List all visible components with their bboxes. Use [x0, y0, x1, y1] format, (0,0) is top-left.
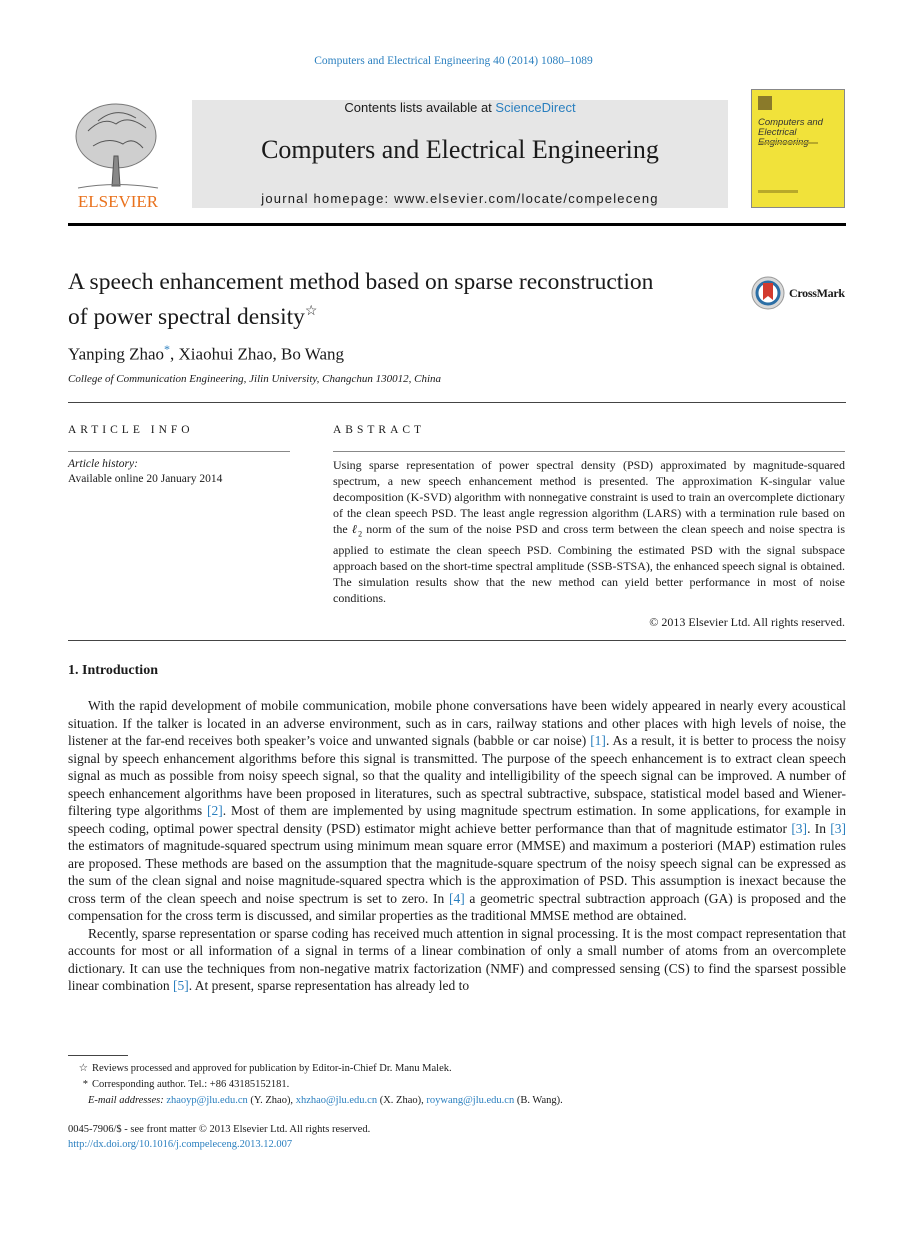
- footnote-1-mark: ☆: [78, 1063, 88, 1074]
- text-run: (Y. Zhao),: [247, 1095, 296, 1106]
- contents-prefix: Contents lists available at: [344, 100, 496, 115]
- article-title: [68, 268, 738, 332]
- author-list: [68, 342, 344, 365]
- footnote-2-text: Corresponding author. Tel.: +86 43185152181.: [92, 1079, 290, 1090]
- text-run: (B. Wang).: [514, 1095, 563, 1106]
- footnote-1: [68, 1061, 846, 1077]
- email-label: E-mail addresses:: [88, 1095, 167, 1106]
- text-run: a geometric spectral subtraction approach (GA) is proposed and the compensation for the cross term is discussed, and similar properties as the traditional MMSE method are obtained.: [68, 890, 846, 923]
- citation-link-5[interactable]: [5]: [172, 978, 189, 993]
- footnote-rule: [68, 1055, 128, 1056]
- homepage-url[interactable]: www.elsevier.com/locate/compeleceng: [394, 191, 659, 206]
- abstract-part1: Using sparse representation of power spectral density (PSD) approximated by magnitude-squared spectrum, a new speech enhancement method is presented. The approximation K-singular value decomposition (K-SVD) algorithm with nonnegative constraint is used to train an overcomplete dictionary of the clean speech PSD. The least angle regression algorithm (LARS) with a termination rule based on the: [333, 458, 845, 536]
- author-3: Bo Wang: [280, 344, 344, 364]
- author-separator: ,: [272, 344, 281, 364]
- cover-footer-bar: [758, 190, 798, 193]
- text-run: . At present, sparse representation has already led to: [188, 978, 470, 993]
- citation-link-4[interactable]: [4]: [448, 890, 465, 906]
- email-link-2[interactable]: xhzhao@jlu.edu.cn: [295, 1095, 378, 1106]
- citation-link-3b[interactable]: [3]: [830, 820, 847, 836]
- cover-logo-icon: [758, 96, 772, 110]
- article-title-line1: A speech enhancement method based on sparse reconstruction: [68, 269, 654, 295]
- text-run: (X. Zhao),: [377, 1095, 427, 1106]
- issn-line: 0045-7906/$ - see front matter © 2013 Elsevier Ltd. All rights reserved.: [68, 1124, 371, 1135]
- text-run: . Most of them are implemented by using magnitude spectrum estimation. In some applications, for example in speech coding, optimal power spectral density (PSD) estimator might achieve better performance than that of magnitude estimator: [68, 803, 846, 836]
- crossmark-label: CrossMark: [789, 285, 845, 300]
- journal-citation[interactable]: Computers and Electrical Engineering 40 (2014) 1080–1089: [314, 55, 593, 67]
- cover-divider: [758, 142, 818, 144]
- elsevier-tree-icon: [68, 96, 168, 210]
- article-history: [68, 457, 222, 487]
- sciencedirect-link[interactable]: ScienceDirect: [495, 100, 576, 115]
- author-2: Xiaohui Zhao: [178, 344, 273, 364]
- introduction-body: [68, 697, 846, 995]
- author-1-corresponding-mark[interactable]: *: [164, 342, 171, 356]
- abstract-part2: norm of the sum of the noise PSD and cross term between the clean speech and noise spectra is applied to estimate the clean speech PSD. Combining the estimated PSD with the signal subspace approach based on the short-time spectral amplitude (SSB-STSA), the enhanced speech signal is obtained. The simulation results show that the new method can yield better performance in most of noise conditions.: [333, 522, 845, 606]
- homepage-prefix: journal homepage:: [261, 191, 395, 206]
- article-title-line2: of power spectral density: [68, 303, 305, 330]
- journal-title: Computers and Electrical Engineering: [261, 135, 659, 164]
- email-link-3[interactable]: roywang@jlu.edu.cn: [426, 1095, 515, 1106]
- abstract-rule: [333, 451, 845, 452]
- text-run: . In: [807, 820, 831, 836]
- crossmark-icon: [751, 276, 785, 310]
- text-run: . As a result, it is better to process the noisy signal by speech enhancement algorithms before this signal is transmitted. The purpose of the speech enhancement is to extract clean speech signal as much as possible from noisy speech signal, so that the quality and intelligibility of the speech signal can be improved. A number of speech enhancement algorithms have been proposed in literatures, such as spectral subtractive, subspace, statistical model based and Wiener-filtering type algorithms: [68, 733, 847, 818]
- title-footnote-star[interactable]: ☆: [304, 304, 318, 319]
- footnote-1-text: Reviews processed and approved for publication by Editor-in-Chief Dr. Manu Malek.: [92, 1063, 452, 1074]
- abstract-copyright: © 2013 Elsevier Ltd. All rights reserved.: [649, 615, 845, 629]
- email-addresses: [68, 1093, 846, 1109]
- email-link-1[interactable]: zhaoyp@jlu.edu.cn: [166, 1095, 248, 1106]
- title-rule: [68, 402, 846, 403]
- footnote-2: [68, 1077, 846, 1093]
- journal-homepage: [192, 191, 728, 206]
- text-run: Recently, sparse representation or sparse coding has received much attention in signal processing. It is the most compact representation that accounts for most or all information of a signal in terms of a linear combination of only a small number of atoms from an overcomplete dictionary. It can use the techniques from non-negative matrix factorization (NMF) and compressed sensing (CS) to find the sparsest possible linear combination: [68, 925, 846, 993]
- author-1: Yanping Zhao: [68, 344, 165, 364]
- citation-link-2[interactable]: [2]: [207, 803, 223, 818]
- text-run: the estimators of magnitude-squared spectrum using minimum mean square error (MMSE) and maximum a posteriori (MAP) estimation rules are proposed. These methods are based on the assumption that the magnitude-square spectrum of the noisy speech signal can be expressed as the sum of the clean signal and noise magnitude-squared spectra which is the approximation of PSD. This assumption is inexact because the cross term of the clean speech and noise spectrum is set to zero. In: [68, 838, 846, 906]
- footnote-2-mark: *: [82, 1079, 88, 1090]
- journal-cover-thumbnail[interactable]: [751, 89, 845, 208]
- elsevier-logo: [68, 96, 168, 210]
- intro-paragraph-1: [68, 697, 846, 925]
- citation-link-1[interactable]: [1]: [590, 733, 606, 748]
- abstract-text: [333, 457, 845, 606]
- article-info-rule: [68, 451, 290, 452]
- norm-symbol: ℓ: [351, 522, 359, 536]
- history-value: Available online 20 January 2014: [68, 473, 223, 485]
- footnotes: [68, 1061, 846, 1109]
- crossmark-badge[interactable]: [751, 276, 845, 310]
- affiliation: College of Communication Engineering, Jilin University, Changchun 130012, China: [68, 373, 442, 385]
- abstract-label: ABSTRACT: [333, 424, 426, 436]
- article-info-label: ARTICLE INFO: [68, 424, 194, 436]
- header-rule: [68, 223, 846, 226]
- author-separator: ,: [170, 344, 179, 364]
- front-matter: [68, 1122, 370, 1152]
- text-run: With the rapid development of mobile communication, mobile phone conversations have been widely appeared in nearly every acoustical situation. If the talker is located in an adverse environment, such as in cars, railway stations and other places with high levels of noise, the listener at the far-end receives both speaker’s voice and unwanted signals (babble or car noise): [68, 698, 846, 748]
- citation-link-3a[interactable]: [3]: [791, 820, 808, 836]
- norm-subscript: 2: [358, 529, 363, 539]
- doi-link[interactable]: http://dx.doi.org/10.1016/j.compeleceng.2013.12.007: [68, 1139, 293, 1150]
- contents-line: [192, 100, 728, 115]
- abstract-bottom-rule: [68, 640, 846, 641]
- section-heading-introduction: 1. Introduction: [68, 663, 158, 678]
- history-label: Article history:: [68, 458, 138, 470]
- cover-title-line2: Electrical: [758, 127, 797, 138]
- elsevier-wordmark: ELSEVIER: [77, 192, 159, 210]
- intro-paragraph-2: [68, 925, 846, 995]
- cover-title-line1: Computers and: [758, 117, 823, 128]
